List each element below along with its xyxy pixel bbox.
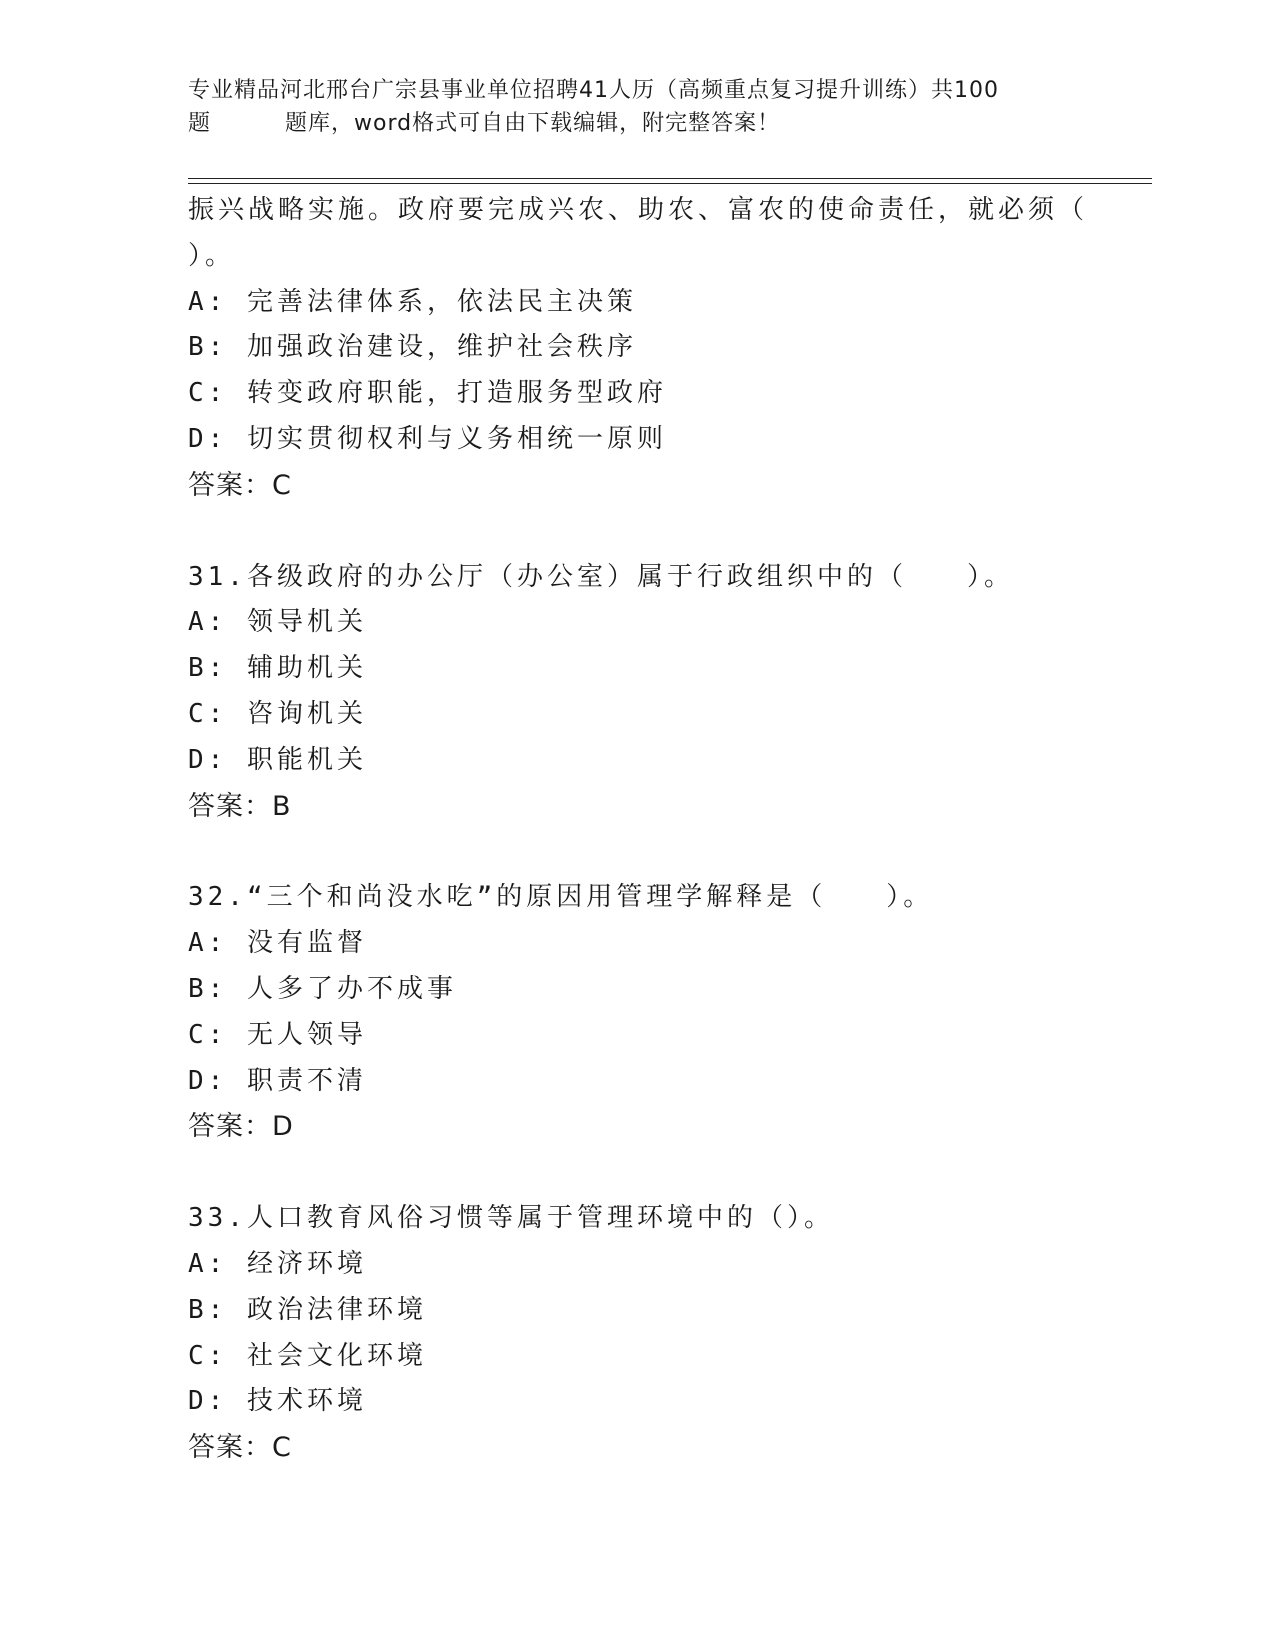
option-c: C: 社会文化环境 bbox=[188, 1340, 427, 1371]
option-c: C: 咨询机关 bbox=[188, 698, 367, 729]
answer: 答案：D bbox=[188, 1111, 294, 1143]
option-c: C: 无人领导 bbox=[188, 1019, 367, 1050]
option-b: B: 辅助机关 bbox=[188, 653, 367, 684]
header-title-line2 bbox=[188, 107, 1148, 140]
option-b: B: 政治法律环境 bbox=[188, 1294, 427, 1325]
header-divider-top bbox=[188, 178, 1152, 179]
option-a: A: 完善法律体系，依法民主决策 bbox=[188, 286, 637, 317]
header-divider-bottom bbox=[188, 183, 1152, 184]
option-d: D: 切实贯彻权利与义务相统一原则 bbox=[188, 423, 667, 454]
option-b: B: 加强政治建设，维护社会秩序 bbox=[188, 332, 637, 363]
answer: 答案：B bbox=[188, 790, 292, 822]
spacer bbox=[188, 1150, 1148, 1196]
question-block-33 bbox=[188, 1196, 1148, 1471]
document-header bbox=[188, 74, 1148, 140]
answer: 答案：C bbox=[188, 1432, 292, 1464]
question-block-30 bbox=[188, 188, 1148, 509]
question-stem: 31.各级政府的办公厅（办公室）属于行政组织中的（ ）。 bbox=[188, 561, 1014, 592]
header-title-line2-start: 题 bbox=[188, 111, 212, 136]
option-d: D: 技术环境 bbox=[188, 1386, 367, 1417]
question-list bbox=[188, 188, 1148, 1471]
question-block-31 bbox=[188, 555, 1148, 830]
header-title-line1: 专业精品河北邢台广宗县事业单位招聘41人历（高频重点复习提升训练）共100 bbox=[188, 78, 999, 103]
question-stem-continued: 振兴战略实施。政府要完成兴农、助农、富农的使命责任，就必须（ bbox=[188, 195, 1089, 225]
option-b: B: 人多了办不成事 bbox=[188, 973, 457, 1004]
option-d: D: 职责不清 bbox=[188, 1065, 367, 1096]
header-title-line2-rest: 题库，word格式可自由下载编辑，附完整答案！ bbox=[285, 111, 781, 136]
question-stem: 33.人口教育风俗习惯等属于管理环境中的（）。 bbox=[188, 1203, 834, 1234]
question-stem-continued-end: ）。 bbox=[188, 240, 236, 271]
option-a: A: 经济环境 bbox=[188, 1248, 367, 1279]
option-a: A: 领导机关 bbox=[188, 607, 367, 638]
question-stem: 32.“三个和尚没水吃”的原因用管理学解释是（ ）。 bbox=[188, 882, 934, 913]
answer: 答案：C bbox=[188, 469, 292, 501]
option-d: D: 职能机关 bbox=[188, 744, 367, 775]
spacer bbox=[188, 509, 1148, 555]
option-c: C: 转变政府职能，打造服务型政府 bbox=[188, 378, 667, 409]
question-block-32 bbox=[188, 875, 1148, 1150]
spacer bbox=[188, 829, 1148, 875]
option-a: A: 没有监督 bbox=[188, 928, 367, 959]
